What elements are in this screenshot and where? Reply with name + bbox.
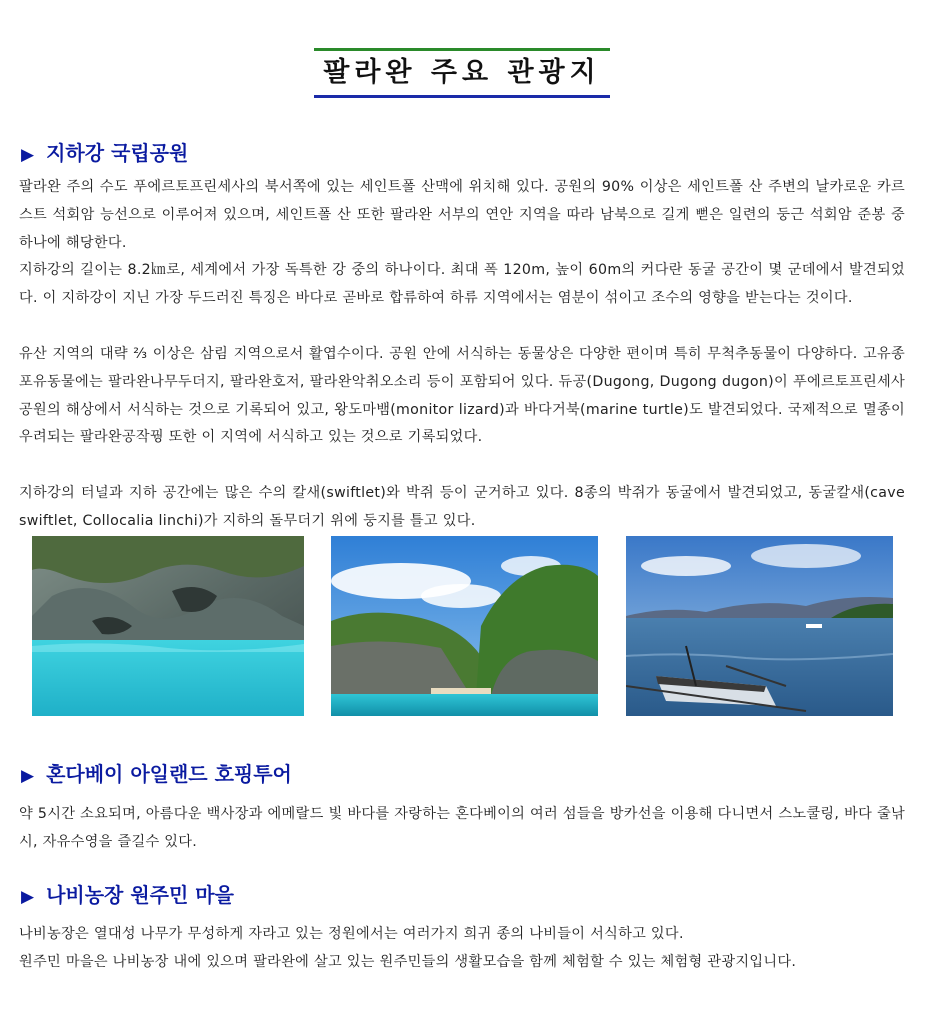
section-heading-underground-river	[21, 140, 188, 168]
paragraph-butterfly-garden: 나비농장은 열대성 나무가 무성하게 자라고 있는 정원에서는 여러가지 희귀 종의 나비들이 서식하고 있다.	[19, 926, 684, 942]
triangle-bullet-icon: ▶	[21, 887, 35, 907]
paragraph-native-village: 원주민 마을은 나비농장 내에 있으며 팔라완에 살고 있는 원주민들의 생활모습을 함께 체험할 수 있는 체험형 관광지입니다.	[19, 954, 797, 970]
photo-beach-cliffs	[331, 536, 598, 716]
triangle-bullet-icon: ▶	[21, 766, 35, 786]
page-title-box	[314, 48, 610, 98]
paragraph-caves: 지하강의 터널과 지하 공간에는 많은 수의 칼새(swiftlet)와 박쥐 등이 군거하고 있다. 8종의 박쥐가 동굴에서 발견되었고, 동굴칼새(cave swiftlet, Collocalia linchi)가 지하의 돌무더기 위에 둥지를 틀고 있다.	[19, 485, 905, 529]
section-heading-honda-bay	[21, 761, 292, 789]
section-heading-text: 혼다베이 아일랜드 호핑투어	[46, 762, 292, 786]
paragraph-river-length: 지하강의 길이는 8.2㎞로, 세계에서 가장 독특한 강 중의 하나이다. 최대 폭 120m, 높이 60m의 커다란 동굴 공간이 몇 군데에서 발견되었다. 이 지하강이 지닌 가장 두드러진 특징은 바다로 곧바로 합류하여 하류 지역에서는 염분이 섞이고 조수의 영향을 받는다는 것이다.	[19, 262, 905, 306]
paragraph-flora-fauna: 유산 지역의 대략 ⅔ 이상은 삼림 지역으로서 활엽수이다. 공원 안에 서식하는 동물상은 다양한 편이며 특히 무척추동물이 다양하다. 고유종 포유동물에는 팔라완나무두더지, 팔라완호저, 팔라완악취오소리 등이 포함되어 있다. 듀공(Dugong, Dugong dugon)이 푸에르토프린세사 공원의 해상에서 서식하는 것으로 기록되어 있고, 왕도마뱀(monitor lizard)과 바다거북(marine turtle)도 발견되었다. 국제적으로 멸종이 우려되는 팔라완공작꿩 또한 이 지역에 서식하고 있는 것으로 기록되었다.	[19, 346, 905, 446]
photo-bay-boat	[626, 536, 893, 716]
section-heading-text: 지하강 국립공원	[46, 141, 189, 165]
photo-limestone-lagoon	[32, 536, 304, 716]
page-title: 팔라완 주요 관광지	[323, 57, 601, 88]
paragraph-island-hopping: 약 5시간 소요되며, 아름다운 백사장과 에메랄드 빛 바다를 자랑하는 혼다베이의 여러 섬들을 방카선을 이용해 다니면서 스노쿨링, 바다 줄낚시, 자유수영을 즐길수 있다.	[19, 806, 905, 850]
triangle-bullet-icon: ▶	[21, 145, 35, 165]
section-heading-butterfly-farm	[21, 882, 234, 910]
paragraph-location: 팔라완 주의 수도 푸에르토프린세사의 북서쪽에 있는 세인트폴 산맥에 위치해 있다. 공원의 90% 이상은 세인트폴 산 주변의 날카로운 카르스트 석회암 능선으로 이루어져 있으며, 세인트폴 산 또한 팔라완 서부의 연안 지역을 따라 남북으로 길게 뻗은 일련의 둥근 석회암 준봉 중 하나에 해당한다.	[19, 179, 905, 251]
section-heading-text: 나비농장 원주민 마을	[46, 883, 234, 907]
